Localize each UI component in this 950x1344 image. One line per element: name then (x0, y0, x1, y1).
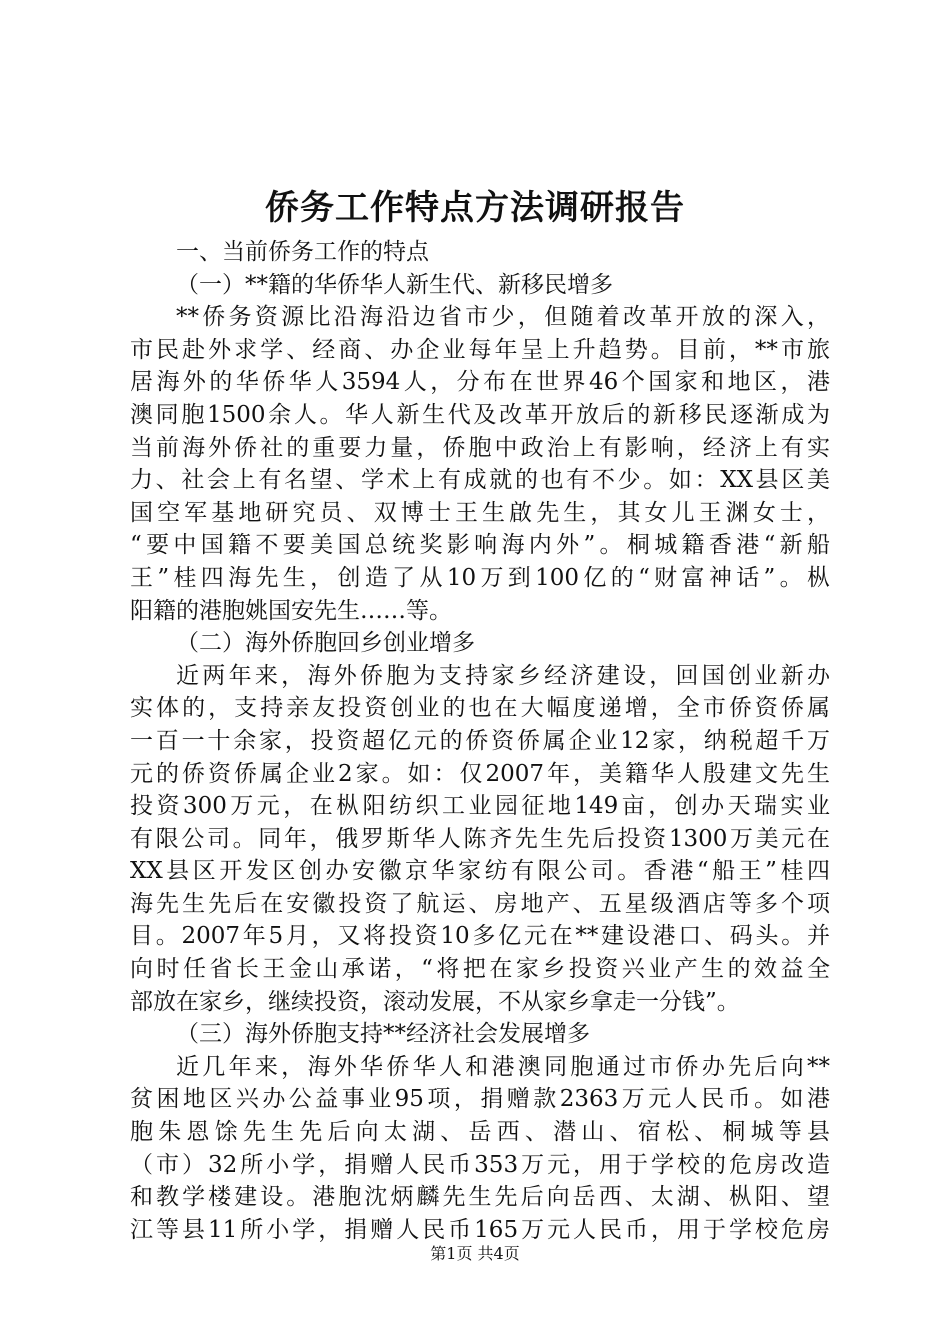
document-line: 一百一十余家，投资超亿元的侨资侨属企业12家，纳税超千万 (130, 727, 830, 754)
document-line: 近两年来，海外侨胞为支持家乡经济建设，回国创业新办 (176, 662, 830, 689)
document-line: 近几年来，海外华侨华人和港澳同胞通过市侨办先后向** (176, 1053, 830, 1080)
document-line: （一）**籍的华侨华人新生代、新移民增多 (176, 271, 613, 298)
document-line: 澳同胞1500余人。华人新生代及改革开放后的新移民逐渐成为 (130, 401, 830, 428)
document-line: 目。2007年5月，又将投资10多亿元在**建设港口、码头。并 (130, 923, 830, 950)
document-line: 力、社会上有名望、学术上有成就的也有不少。如：XX县区美 (130, 467, 830, 494)
document-title: 侨务工作特点方法调研报告 (265, 188, 685, 228)
document-line: 一、当前侨务工作的特点 (176, 239, 429, 265)
page-footer: 第1页 共4页 (430, 1244, 520, 1263)
document-line: 海先生先后在安徽投资了航运、房地产、五星级酒店等多个项 (130, 890, 830, 917)
document-line: 和教学楼建设。港胞沈炳麟先生先后向岳西、太湖、枞阳、望 (130, 1184, 830, 1211)
document-line: “要中国籍不要美国总统奖影响海内外”。桐城籍香港“新船 (130, 532, 830, 559)
document-line: 向时任省长王金山承诺，“将把在家乡投资兴业产生的效益全 (130, 956, 830, 983)
document-line: 有限公司。同年，俄罗斯华人陈齐先生先后投资1300万美元在 (130, 825, 830, 852)
document-body (130, 236, 830, 1246)
document-line: 市民赴外求学、经商、办企业每年呈上升趋势。目前，**市旅 (130, 336, 830, 363)
document-line: 当前海外侨社的重要力量，侨胞中政治上有影响，经济上有实 (130, 434, 830, 461)
document-line: （市）32所小学，捐赠人民币353万元，用于学校的危房改造 (130, 1151, 830, 1178)
document-line: 江等县11所小学，捐赠人民币165万元人民币，用于学校危房 (130, 1216, 830, 1243)
document-line: **侨务资源比沿海沿边省市少，但随着改革开放的深入， (176, 304, 830, 331)
document-line: 实体的，支持亲友投资创业的也在大幅度递增，全市侨资侨属 (130, 695, 830, 722)
document-line: 居海外的华侨华人3594人，分布在世界46个国家和地区，港 (130, 369, 830, 396)
document-line: 王”桂四海先生，创造了从10万到100亿的“财富神话”。枞 (130, 564, 830, 591)
document-line: 胞朱恩馀先生先后向太湖、岳西、潜山、宿松、桐城等县 (130, 1119, 830, 1146)
document-line: 阳籍的港胞姚国安先生……等。 (130, 597, 452, 624)
document-line: 投资300万元，在枞阳纺织工业园征地149亩，创办天瑞实业 (130, 793, 830, 820)
document-line: XX县区开发区创办安徽京华家纺有限公司。香港“船王”桂四 (130, 858, 830, 885)
document-line: 元的侨资侨属企业2家。如：仅2007年，美籍华人殷建文先生 (130, 760, 830, 787)
document-line: （二）海外侨胞回乡创业增多 (176, 630, 475, 657)
document-line: （三）海外侨胞支持**经济社会发展增多 (176, 1021, 590, 1048)
document-line: 贫困地区兴办公益事业95项，捐赠款2363万元人民币。如港 (130, 1086, 830, 1113)
document-line: 部放在家乡，继续投资，滚动发展，不从家乡拿走一分钱”。 (130, 988, 740, 1015)
document-line: 国空军基地研究员、双博士王生啟先生，其女儿王渊女士， (130, 499, 830, 526)
